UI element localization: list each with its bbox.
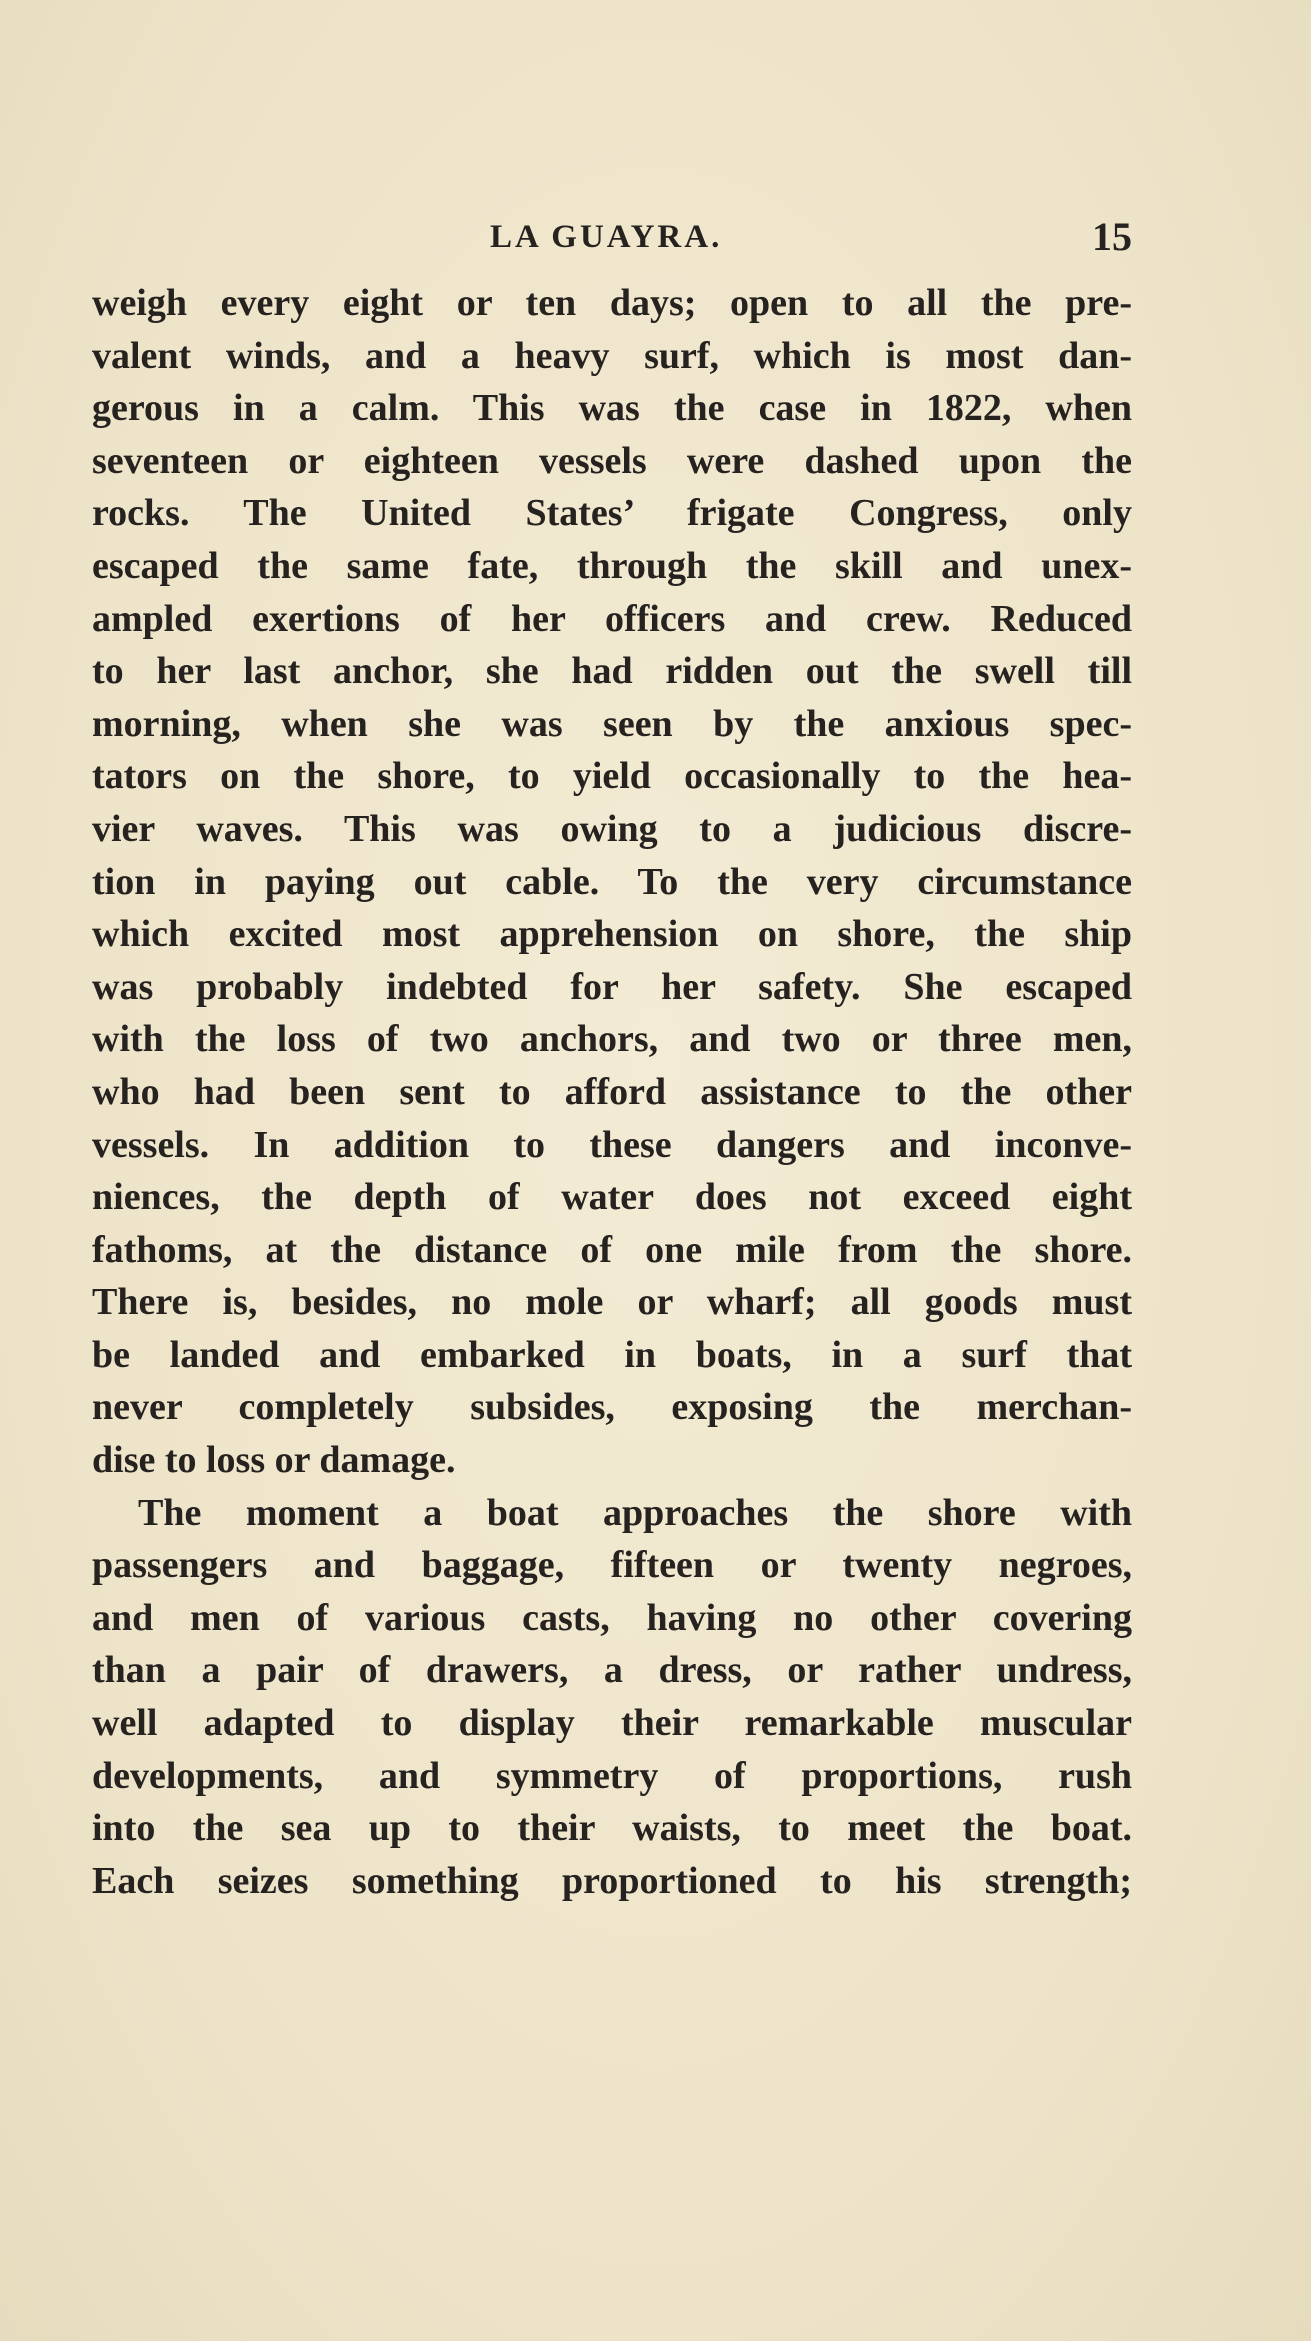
- text-line: seventeen or eighteen vessels were dashed upon the: [92, 439, 1132, 482]
- text-line: into the sea up to their waists, to meet the boat.: [92, 1807, 1132, 1850]
- running-head: [92, 212, 1132, 262]
- text-line: escaped the same fate, through the skill and unex-: [92, 544, 1132, 587]
- text-line: tators on the shore, to yield occasionally to the hea-: [92, 755, 1132, 798]
- text-line: who had been sent to afford assistance to the other: [92, 1070, 1132, 1113]
- text-line: valent winds, and a heavy surf, which is most dan-: [92, 334, 1132, 377]
- text-line: passengers and baggage, fifteen or twenty negroes,: [92, 1544, 1132, 1587]
- page-number: 15: [1092, 214, 1132, 259]
- text-line: than a pair of drawers, a dress, or rather undress,: [92, 1649, 1132, 1692]
- text-line: tion in paying out cable. To the very circumstance: [92, 860, 1132, 903]
- text-line: ampled exertions of her officers and crew. Reduced: [92, 597, 1132, 640]
- running-title: LA GUAYRA.: [490, 219, 723, 255]
- text-line: fathoms, at the distance of one mile from the shore.: [92, 1228, 1132, 1271]
- text-line: to her last anchor, she had ridden out the swell till: [92, 650, 1132, 693]
- text-line: gerous in a calm. This was the case in 1822, when: [92, 387, 1132, 430]
- text-line: vessels. In addition to these dangers and inconve-: [92, 1123, 1132, 1166]
- text-line: Each seizes something proportioned to his strength;: [92, 1859, 1132, 1902]
- text-line: and men of various casts, having no other covering: [92, 1596, 1132, 1639]
- text-line: well adapted to display their remarkable muscular: [92, 1702, 1132, 1745]
- text-line: which excited most apprehension on shore, the ship: [92, 913, 1132, 956]
- text-line: be landed and embarked in boats, in a surf that: [92, 1333, 1132, 1376]
- text-line: niences, the depth of water does not exceed eight: [92, 1176, 1132, 1219]
- text-line: never completely subsides, exposing the merchan-: [92, 1386, 1132, 1429]
- text-line: developments, and symmetry of proportions, rush: [92, 1754, 1132, 1797]
- text-line: There is, besides, no mole or wharf; all goods must: [92, 1281, 1132, 1324]
- text-line: rocks. The United States’ frigate Congress, only: [92, 492, 1132, 535]
- paragraph-end-line: dise to loss or damage.: [92, 1439, 456, 1482]
- text-line: was probably indebted for her safety. She escaped: [92, 965, 1132, 1008]
- paragraph-start-line: The moment a boat approaches the shore with: [138, 1491, 1132, 1534]
- body-text: [92, 277, 1132, 1907]
- text-line: with the loss of two anchors, and two or three men,: [92, 1018, 1132, 1061]
- text-line: morning, when she was seen by the anxious spec-: [92, 702, 1132, 745]
- text-line: vier waves. This was owing to a judicious discre-: [92, 807, 1132, 850]
- text-line: weigh every eight or ten days; open to all the pre-: [92, 282, 1132, 324]
